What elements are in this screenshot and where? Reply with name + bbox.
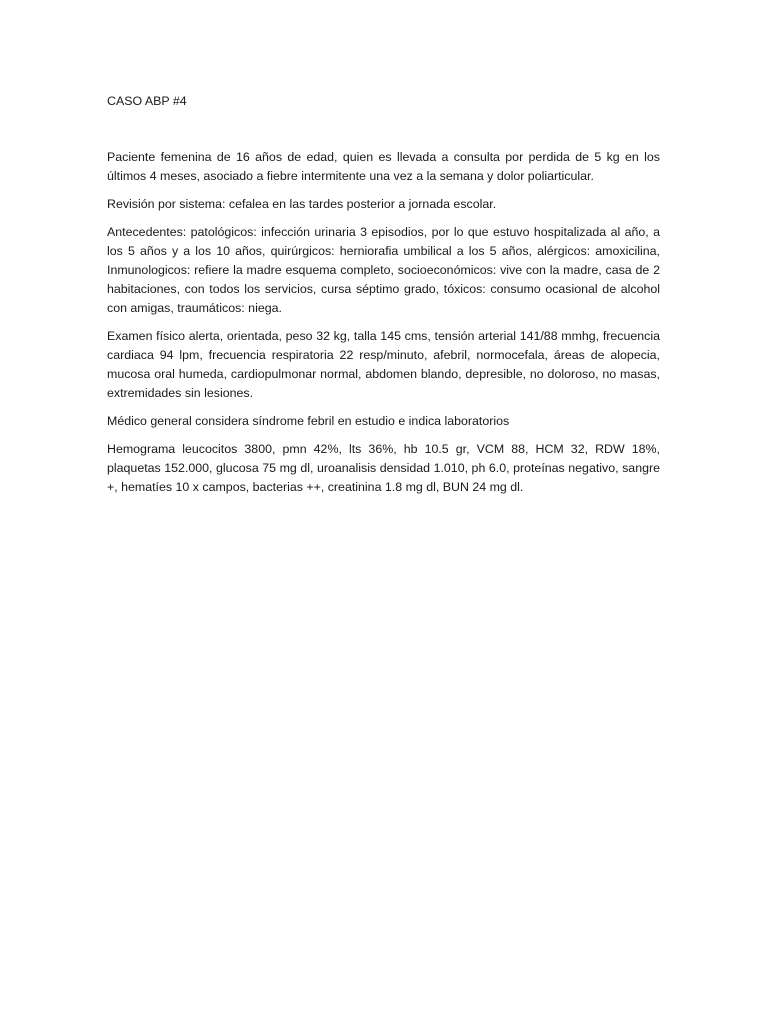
paragraph-assessment: Médico general considera síndrome febril en estudio e indica laboratorios (107, 414, 510, 428)
paragraph-physical-exam: Examen físico alerta, orientada, peso 32 kg, talla 145 cms, tensión arterial 141/88 mmhg, frecuencia cardiaca 94 lpm, frecuencia respiratoria 22 resp/minuto, afebril, normocefala, áreas de alopecia, mucosa oral humeda, cardiopulmonar normal, abdomen blando, depresible, no doloroso, no masas, extremidades sin lesiones. (107, 329, 660, 400)
paragraph-labs: Hemograma leucocitos 3800, pmn 42%, lts 36%, hb 10.5 gr, VCM 88, HCM 32, RDW 18%, plaquetas 152.000, glucosa 75 mg dl, uroanalisis densidad 1.010, ph 6.0, proteínas negativo, sangre +, hematíes 10 x campos, bacterias ++, creatinina 1.8 mg dl, BUN 24 mg dl. (107, 442, 660, 494)
paragraph-history: Antecedentes: patológicos: infección urinaria 3 episodios, por lo que estuvo hospitalizada al año, a los 5 años y a los 10 años, quirúrgicos: herniorafia umbilical a los 5 años, alérgicos: amoxicilina, Inmunologicos: refiere la madre esquema completo, socioeconómicos: vive con la madre, casa de 2 habitaciones, con todos los servicios, cursa séptimo grado, tóxicos: consumo ocasional de alcohol con amigas, traumáticos: niega. (107, 225, 660, 315)
document-title: CASO ABP #4 (107, 94, 187, 108)
paragraph-presentation: Paciente femenina de 16 años de edad, quien es llevada a consulta por perdida de 5 kg en los últimos 4 meses, asociado a fiebre intermitente una vez a la semana y dolor poliarticular. (107, 150, 660, 183)
paragraph-review-of-systems: Revisión por sistema: cefalea en las tardes posterior a jornada escolar. (107, 197, 497, 211)
document-body (107, 92, 660, 506)
